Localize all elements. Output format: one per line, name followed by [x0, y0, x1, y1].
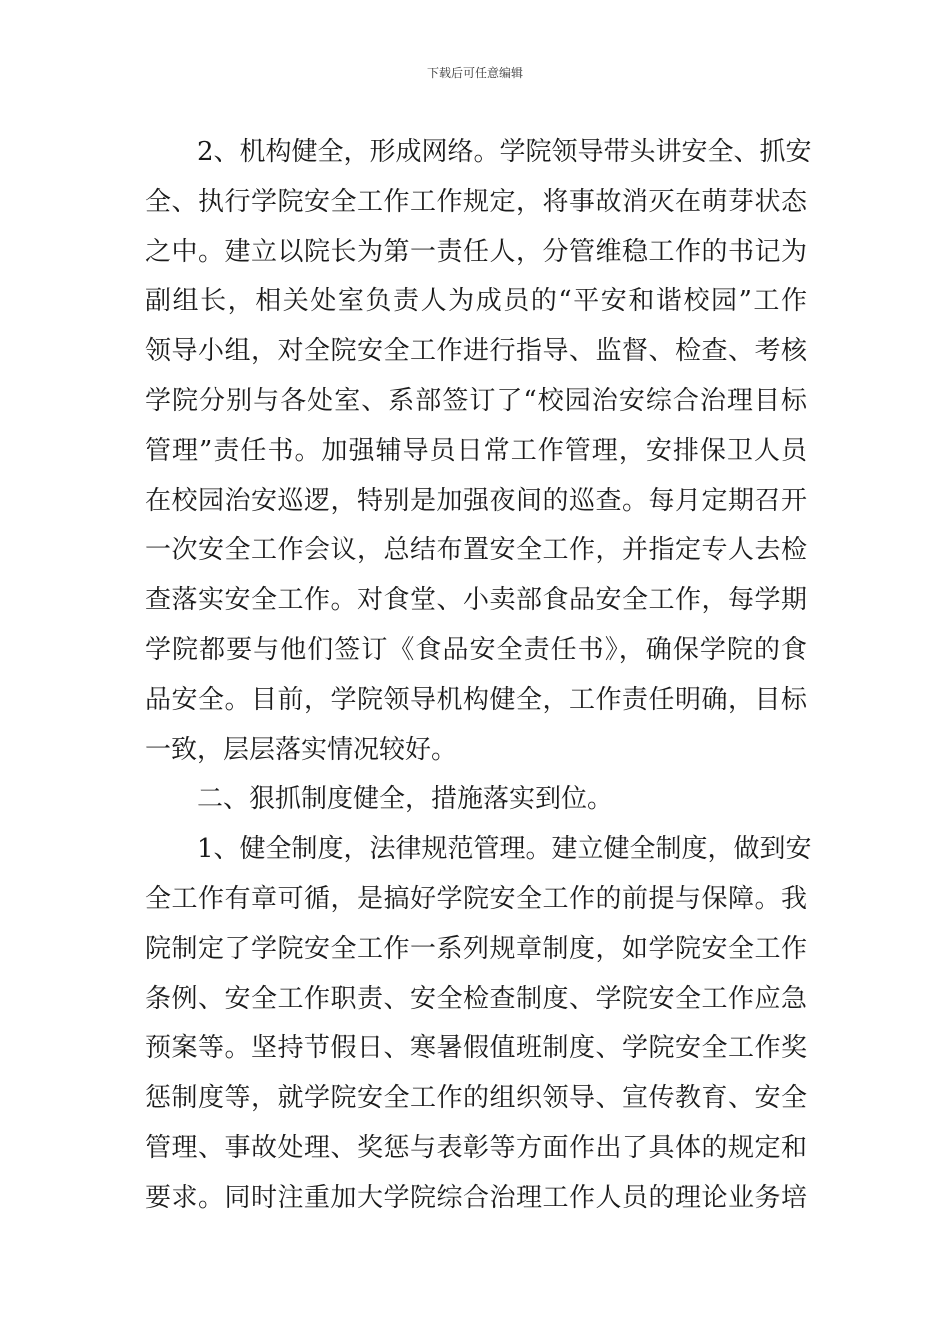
text-line: 查落实安全工作。对食堂、小卖部食品安全工作，每学期	[145, 585, 807, 616]
text-line: 全工作有章可循，是搞好学院安全工作的前提与保障。我	[145, 883, 807, 914]
text-line: 学院都要与他们签订《食品安全责任书》，确保学院的食	[145, 634, 807, 665]
text-line: 1、健全制度，法律规范管理。建立健全制度，做到安	[197, 834, 812, 865]
text-line: 要求。同时注重加大学院综合治理工作人员的理论业务培	[145, 1182, 807, 1213]
text-line: 惩制度等，就学院安全工作的组织领导、宣传教育、安全	[145, 1083, 807, 1114]
text-line: 二、狠抓制度健全，措施落实到位。	[197, 784, 614, 815]
text-line: 副组长，相关处室负责人为成员的“平安和谐校园”工作	[145, 286, 807, 317]
text-line: 品安全。目前，学院领导机构健全，工作责任明确，目标	[145, 684, 807, 715]
text-line: 2、机构健全，形成网络。学院领导带头讲安全、抓安	[197, 137, 812, 167]
document-body	[145, 128, 812, 1224]
text-line: 全、执行学院安全工作工作规定，将事故消灭在萌芽状态	[145, 186, 807, 217]
text-line: 在校园治安巡逻，特别是加强夜间的巡查。每月定期召开	[145, 485, 807, 516]
text-line: 一次安全工作会议，总结布置安全工作，并指定专人去检	[145, 535, 807, 566]
text-line: 管理、事故处理、奖惩与表彰等方面作出了具体的规定和	[145, 1132, 807, 1163]
text-line: 学院分别与各处室、系部签订了“校园治安综合治理目标	[145, 385, 807, 416]
page-header: 下载后可任意编辑	[426, 66, 523, 80]
text-line: 一致，层层落实情况较好。	[145, 734, 458, 765]
text-line: 之中。建立以院长为第一责任人，分管维稳工作的书记为	[145, 236, 807, 267]
text-line: 管理”责任书。加强辅导员日常工作管理，安排保卫人员	[145, 435, 807, 466]
text-line: 领导小组，对全院安全工作进行指导、监督、检查、考核	[145, 336, 807, 367]
text-line: 预案等。坚持节假日、寒暑假值班制度、学院安全工作奖	[145, 1033, 807, 1064]
text-line: 条例、安全工作职责、安全检查制度、学院安全工作应急	[145, 983, 807, 1014]
text-line: 院制定了学院安全工作一系列规章制度，如学院安全工作	[145, 933, 807, 964]
